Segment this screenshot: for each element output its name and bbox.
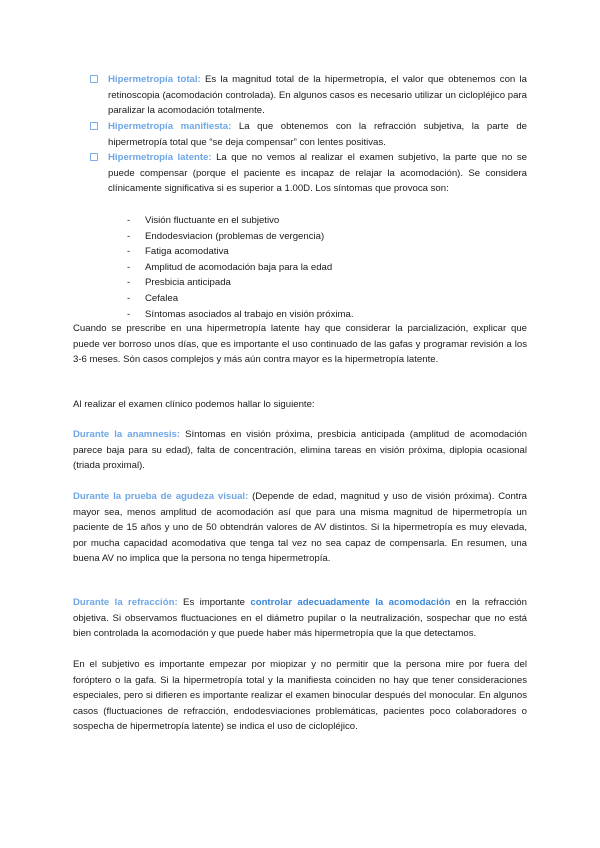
paragraph-latent-prescription: Cuando se prescribe en una hipermetropía latente hay que considerar la parcialización, explicar que puede ver borroso unos días, que es importante el uso continuado de las gafas y programar revisión a los 3-6 meses. Són casos complejos y más aún contra mayor es la hipermetropía latente. [73, 323, 527, 366]
paragraph-subjetivo: En el subjetivo es importante empezar por miopizar y no permitir que la persona mire por fuera del foróptero o la gafa. Si la hipermetropía total y la manifiesta coinciden no hay que tener consideraciones especiales, pero si difieren es importante realizar el examen binocular después del monocular. En algunos casos (fluctuaciones de refracción, endodesviaciones problemáticas, pacientes poco colaboradores o sospecha de hipermetropía latente) se indica el uso de ciclopléjico. [73, 659, 527, 733]
list-item: - Endodesviacion (problemas de vergencia) [127, 230, 325, 242]
bullet-text: La que no vemos al realizar el examen subjetivo, la parte que no se puede compensar (porque el paciente es incapaz de relajar la acomodación). Se considera clínicamente significativa si es superior a 1.00D. Los síntomas que provoca son: [108, 152, 527, 195]
bullet-term: Hipermetropía latente: [108, 152, 212, 163]
bullet-text: Es la magnitud total de la hipermetropía, el valor que obtenemos con la retinoscopia (acomodación controlada). En algunos casos es necesario utilizar un ciclopléjico para paralizar la acomodación totalmente. [108, 74, 527, 117]
section-term: Durante la prueba de agudeza visual: [73, 491, 249, 502]
paragraph-refraccion: Durante la refracción: Es importante controlar adecuadamente la acomodación en la refracción objetiva. Si observamos fluctuaciones en el diámetro pupilar o la neutralización, sospechar que no está bien controlada la acomodación y que puede haber más hipermetropía que la que detectamos. [73, 597, 527, 640]
section-term: Durante la anamnesis: [73, 429, 181, 440]
highlight-text: controlar adecuadamente la acomodación [250, 597, 451, 608]
list-item: - Visión fluctuante en el subjetivo [127, 215, 280, 226]
list-item: - Presbicia anticipada [127, 277, 231, 289]
bullet-term: Hipermetropía manifiesta: [108, 121, 232, 132]
list-item: - Síntomas asociados al trabajo en visión próxima. [127, 308, 354, 320]
checkbox-bullet-icon [90, 153, 98, 161]
symptoms-list [127, 213, 507, 322]
list-item: - Cefalea [127, 292, 179, 304]
list-item: - Fatiga acomodativa [127, 246, 229, 258]
bullet-term: Hipermetropía total: [108, 74, 201, 85]
paragraph-intro: Al realizar el examen clínico podemos hallar lo siguiente: [73, 399, 315, 410]
list-item: - Amplitud de acomodación baja para la edad [127, 261, 333, 273]
checkbox-bullet-icon [90, 75, 98, 83]
bullet-text: La que obtenemos con la refracción subjetiva, la parte de hipermetropía total que “se deja compensar” con lentes positivas. [108, 121, 527, 148]
paragraph-agudeza-visual: Durante la prueba de agudeza visual: (Depende de edad, magnitud y uso de visión próxima). Contra mayor sea, menos amplitud de acomodación así que para una misma magnitud de hipermetropía un paciente de 15 años y uno de 50 obtendrán valores de AV distintos. Si la hipermetropía es muy elevada, por mucha capacidad acomodativa que tenga tal vez no sea capaz de compensarla. En resumen, una buena AV no implica que la persona no tenga hipermetropía. [73, 491, 527, 565]
checkbox-bullet-icon [90, 122, 98, 130]
section-term: Durante la refracción: [73, 597, 178, 608]
paragraph-anamnesis: Durante la anamnesis: Síntomas en visión próxima, presbicia anticipada (amplitud de acomodación parece baja para su edad), falta de concentración, elimina tareas en visión próxima, diplopia ocasional (triada proximal). [73, 429, 527, 472]
